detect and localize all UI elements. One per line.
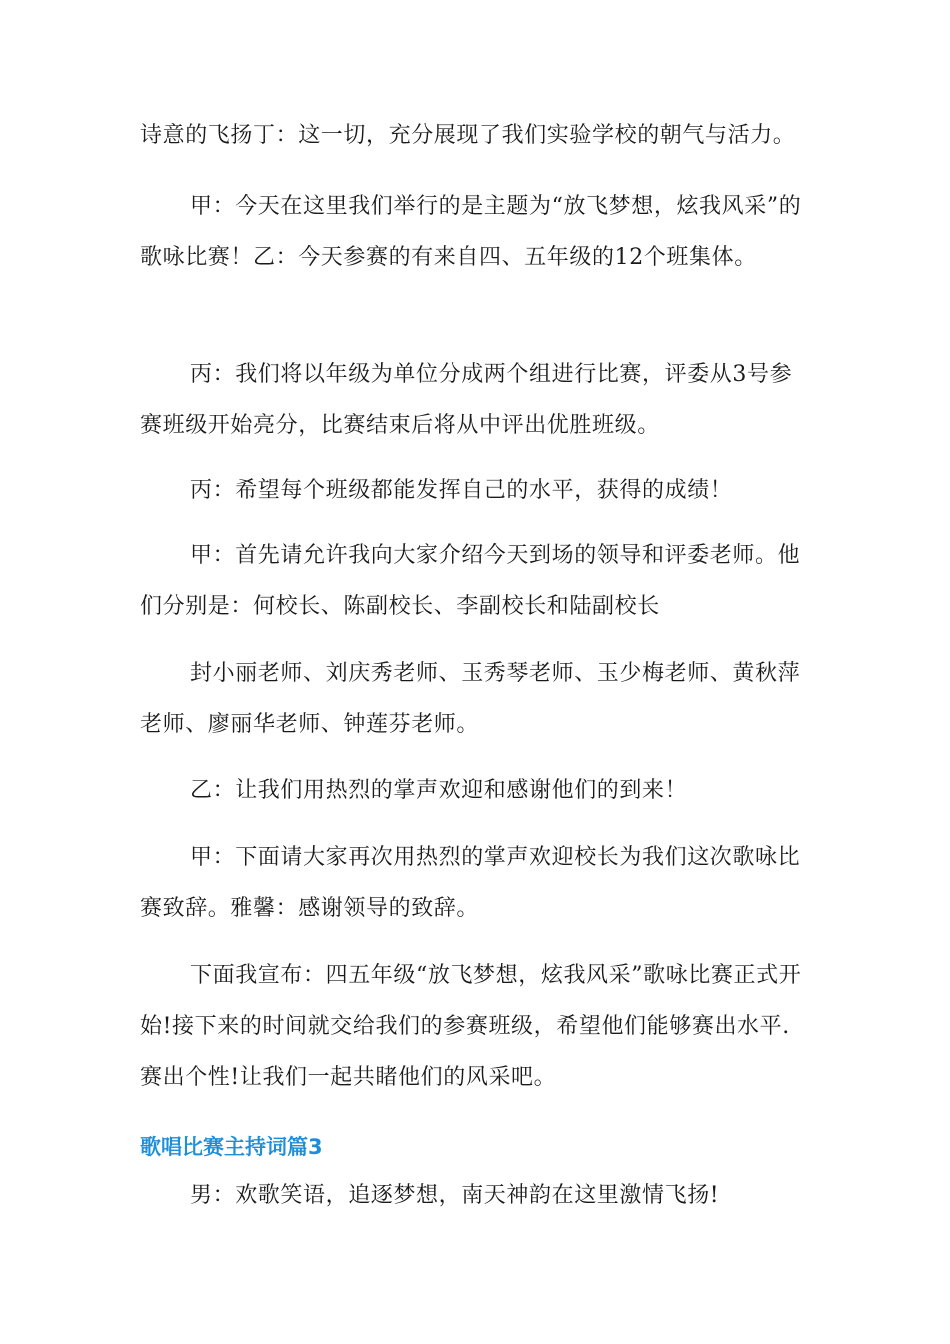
paragraph-7: 乙：让我们用热烈的掌声欢迎和感谢他们的到来！ — [190, 778, 688, 803]
paragraph-2: 甲：今天在这里我们举行的是主题为“放飞梦想，炫我风采”的歌咏比赛！乙：今天参赛的有来自四、五年级的12个班集体。 — [140, 194, 802, 270]
paragraph-4: 丙：希望每个班级都能发挥自己的水平，获得的成绩！ — [190, 478, 733, 503]
paragraph-1: 诗意的飞扬丁：这一切，充分展现了我们实验学校的朝气与活力。 — [140, 123, 796, 148]
paragraph-8: 甲：下面请大家再次用热烈的掌声欢迎校长为我们这次歌咏比赛致辞。雅馨：感谢领导的致辞。 — [140, 845, 801, 921]
paragraph-5: 甲：首先请允许我向大家介绍今天到场的领导和评委老师。他们分别是：何校长、陈副校长、李副校长和陆副校长 — [140, 543, 801, 619]
paragraph-6: 封小丽老师、刘庆秀老师、玉秀琴老师、玉少梅老师、黄秋萍老师、廖丽华老师、钟莲芬老师。 — [140, 661, 801, 737]
paragraph-9: 下面我宣布：四五年级“放飞梦想，炫我风采”歌咏比赛正式开始!接下来的时间就交给我们的参赛班级，希望他们能够赛出水平.赛出个性!让我们一起共睹他们的风采吧。 — [140, 963, 802, 1090]
paragraph-after-heading: 男：欢歌笑语，追逐梦想，南天神韵在这里激情飞扬! — [190, 1183, 720, 1208]
section-heading: 歌唱比赛主持词篇3 — [140, 1135, 323, 1159]
paragraph-3: 丙：我们将以年级为单位分成两个组进行比赛，评委从3号参赛班级开始亮分，比赛结束后将从中评出优胜班级。 — [140, 362, 793, 438]
